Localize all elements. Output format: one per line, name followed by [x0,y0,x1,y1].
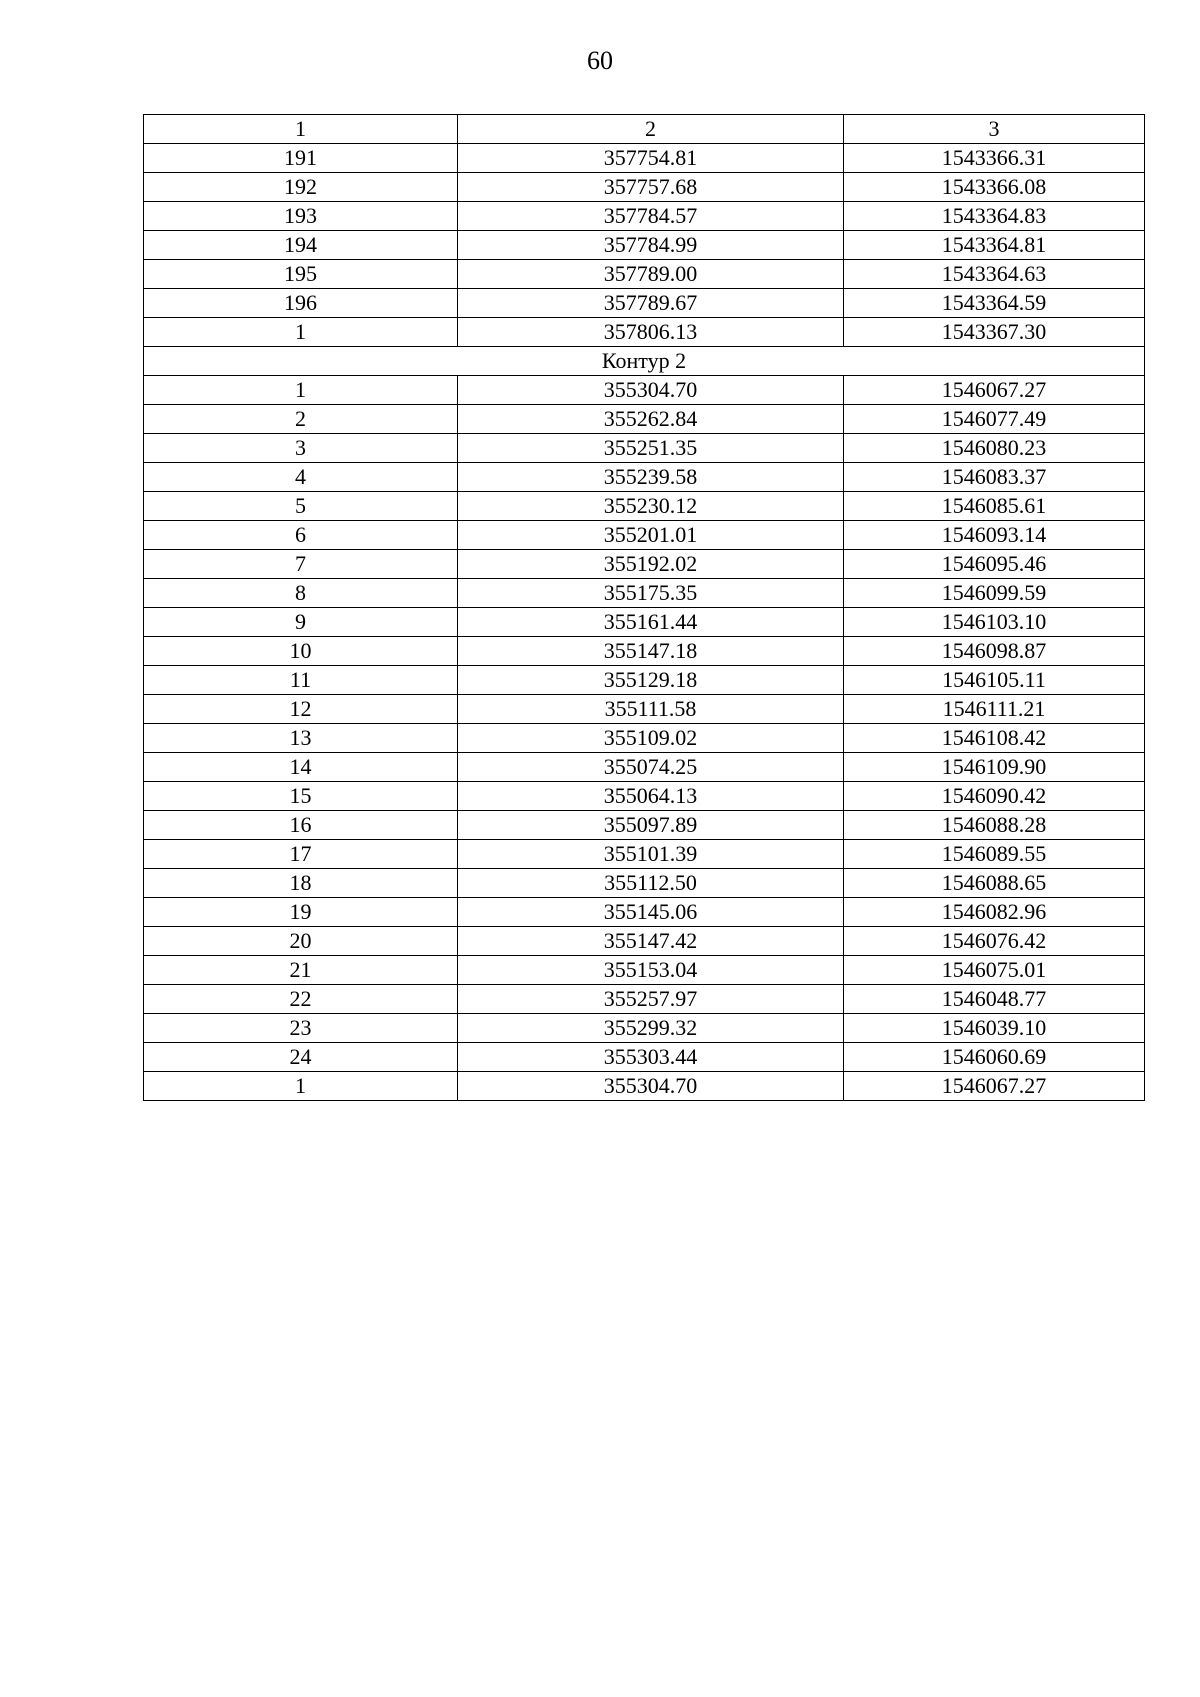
table-row [144,811,1145,840]
table-row [144,521,1145,550]
cell-point: 21 [144,956,458,985]
cell-y: 1546111.21 [844,695,1145,724]
cell-y: 1543364.63 [844,260,1145,289]
table-header-row [144,115,1145,144]
cell-point: 1 [144,376,458,405]
cell-point: 19 [144,898,458,927]
cell-point: 5 [144,492,458,521]
cell-x: 357806.13 [458,318,844,347]
cell-point: 1 [144,1072,458,1101]
table-row [144,840,1145,869]
coordinates-table [143,114,1145,1101]
table-row [144,724,1145,753]
cell-x: 355101.39 [458,840,844,869]
cell-x: 357784.99 [458,231,844,260]
cell-x: 355251.35 [458,434,844,463]
page-number: 60 [587,46,613,75]
cell-point: 23 [144,1014,458,1043]
cell-point: 2 [144,405,458,434]
cell-x: 355129.18 [458,666,844,695]
table-row [144,405,1145,434]
cell-y: 1543364.81 [844,231,1145,260]
cell-y: 1546075.01 [844,956,1145,985]
cell-point: 4 [144,463,458,492]
section-row [144,347,1145,376]
cell-y: 1546085.61 [844,492,1145,521]
cell-point: 1 [144,318,458,347]
cell-y: 1546105.11 [844,666,1145,695]
cell-y: 1546088.28 [844,811,1145,840]
cell-y: 1543364.59 [844,289,1145,318]
header-cell-point: 1 [144,115,458,144]
cell-point: 12 [144,695,458,724]
cell-y: 1546039.10 [844,1014,1145,1043]
cell-y: 1546067.27 [844,376,1145,405]
cell-point: 191 [144,144,458,173]
table-row [144,579,1145,608]
cell-point: 11 [144,666,458,695]
cell-y: 1546089.55 [844,840,1145,869]
table-row [144,492,1145,521]
cell-point: 18 [144,869,458,898]
table-row [144,782,1145,811]
cell-y: 1546083.37 [844,463,1145,492]
cell-x: 355153.04 [458,956,844,985]
cell-y: 1546088.65 [844,869,1145,898]
cell-point: 13 [144,724,458,753]
cell-point: 14 [144,753,458,782]
cell-point: 194 [144,231,458,260]
cell-point: 8 [144,579,458,608]
cell-x: 355304.70 [458,1072,844,1101]
cell-x: 355230.12 [458,492,844,521]
cell-x: 357789.67 [458,289,844,318]
table-row [144,1043,1145,1072]
cell-x: 355304.70 [458,376,844,405]
cell-y: 1546099.59 [844,579,1145,608]
cell-x: 355239.58 [458,463,844,492]
table-row [144,434,1145,463]
table-row [144,1014,1145,1043]
cell-x: 355303.44 [458,1043,844,1072]
cell-y: 1543367.30 [844,318,1145,347]
cell-point: 24 [144,1043,458,1072]
table-row [144,927,1145,956]
cell-point: 192 [144,173,458,202]
cell-x: 355145.06 [458,898,844,927]
cell-x: 355175.35 [458,579,844,608]
cell-y: 1546067.27 [844,1072,1145,1101]
cell-y: 1546082.96 [844,898,1145,927]
cell-y: 1546093.14 [844,521,1145,550]
table-row [144,231,1145,260]
cell-x: 355201.01 [458,521,844,550]
table-row [144,956,1145,985]
cell-point: 196 [144,289,458,318]
cell-point: 10 [144,637,458,666]
cell-y: 1546098.87 [844,637,1145,666]
cell-x: 357789.00 [458,260,844,289]
cell-x: 355074.25 [458,753,844,782]
table-row [144,1072,1145,1101]
table-row [144,637,1145,666]
cell-x: 355299.32 [458,1014,844,1043]
cell-point: 20 [144,927,458,956]
cell-x: 357754.81 [458,144,844,173]
table-row [144,608,1145,637]
cell-point: 193 [144,202,458,231]
header-cell-x: 2 [458,115,844,144]
cell-point: 7 [144,550,458,579]
table-row [144,318,1145,347]
cell-x: 355262.84 [458,405,844,434]
table-row [144,144,1145,173]
cell-y: 1546060.69 [844,1043,1145,1072]
cell-point: 16 [144,811,458,840]
table-row [144,202,1145,231]
cell-x: 357757.68 [458,173,844,202]
cell-x: 355192.02 [458,550,844,579]
table-row [144,695,1145,724]
coordinates-table-body [144,115,1145,1101]
cell-x: 355257.97 [458,985,844,1014]
cell-point: 195 [144,260,458,289]
cell-point: 17 [144,840,458,869]
table-row [144,173,1145,202]
cell-y: 1546108.42 [844,724,1145,753]
table-row [144,985,1145,1014]
cell-point: 6 [144,521,458,550]
cell-point: 3 [144,434,458,463]
cell-y: 1546080.23 [844,434,1145,463]
cell-y: 1546048.77 [844,985,1145,1014]
cell-x: 355147.18 [458,637,844,666]
table-row [144,463,1145,492]
cell-y: 1543366.08 [844,173,1145,202]
cell-y: 1543366.31 [844,144,1145,173]
table-row [144,898,1145,927]
table-row [144,869,1145,898]
table-row [144,550,1145,579]
cell-x: 357784.57 [458,202,844,231]
cell-x: 355147.42 [458,927,844,956]
header-cell-y: 3 [844,115,1145,144]
table-row [144,666,1145,695]
table-row [144,753,1145,782]
cell-y: 1543364.83 [844,202,1145,231]
cell-point: 15 [144,782,458,811]
cell-y: 1546076.42 [844,927,1145,956]
table-row [144,376,1145,405]
cell-y: 1546095.46 [844,550,1145,579]
table-row [144,289,1145,318]
cell-y: 1546090.42 [844,782,1145,811]
cell-point: 22 [144,985,458,1014]
cell-y: 1546103.10 [844,608,1145,637]
cell-point: 9 [144,608,458,637]
cell-y: 1546109.90 [844,753,1145,782]
cell-x: 355111.58 [458,695,844,724]
section-label: Контур 2 [144,347,1145,376]
cell-x: 355064.13 [458,782,844,811]
table-row [144,260,1145,289]
cell-x: 355097.89 [458,811,844,840]
cell-x: 355112.50 [458,869,844,898]
cell-x: 355109.02 [458,724,844,753]
cell-y: 1546077.49 [844,405,1145,434]
cell-x: 355161.44 [458,608,844,637]
